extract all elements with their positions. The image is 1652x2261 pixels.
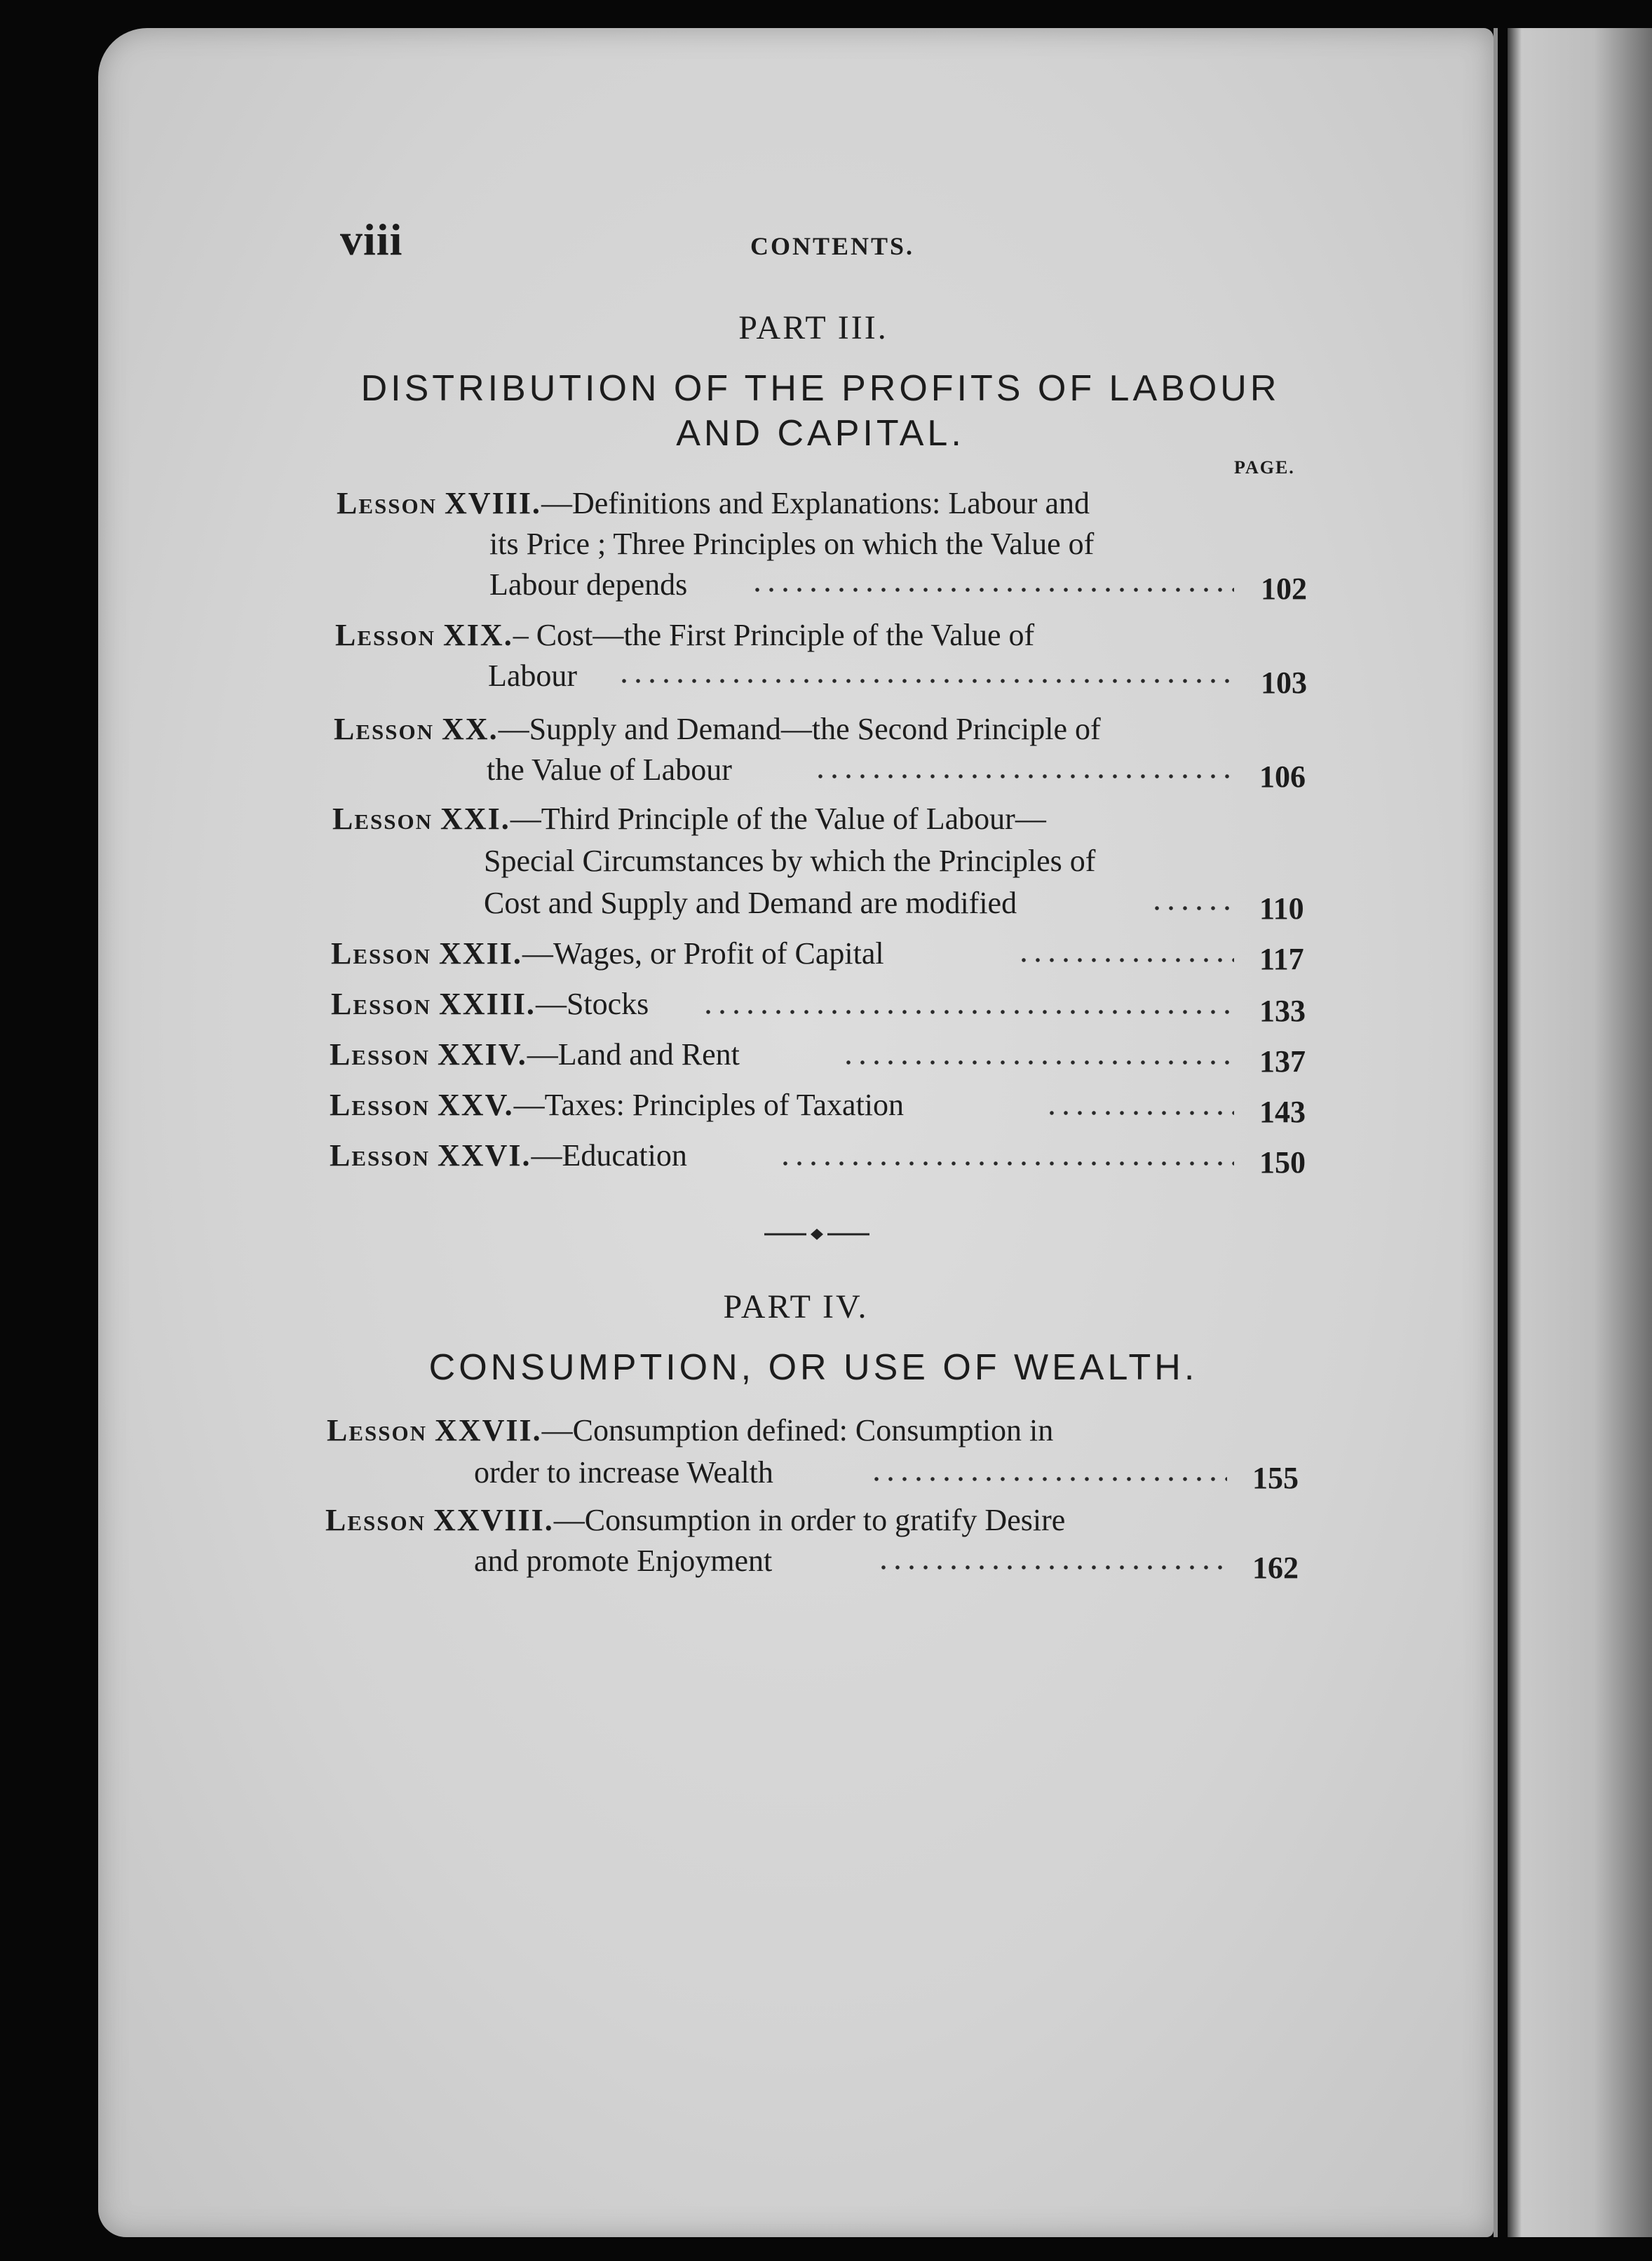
lesson-numeral: XXI. [440,802,510,836]
lesson-word: Lesson [331,987,432,1021]
entry-text: —Third Principle of the Value of Labour— [510,802,1046,836]
lesson-numeral: XXVII. [435,1413,542,1447]
toc-entry-xxvi-page: 150 [1259,1145,1306,1180]
dot-leader [813,774,1234,778]
dot-leader [617,679,1234,683]
toc-entry-xxiii-page: 133 [1259,994,1306,1028]
dot-leader [841,1060,1234,1065]
book-page [98,28,1494,2237]
toc-entry-xviii-line-1 [337,484,1090,523]
part-3-title-line-2: AND CAPITAL. [676,413,965,454]
toc-entry-xviii-page: 102 [1261,572,1307,606]
entry-text: —Stocks [535,987,649,1021]
lesson-numeral: XXIV. [438,1037,527,1072]
dot-leader [750,588,1234,592]
entry-text: —Land and Rent [527,1037,740,1072]
folio-number: viii [340,215,403,264]
toc-entry-xx-page: 106 [1259,760,1306,794]
toc-entry-xix-line-1 [335,616,1034,655]
lesson-word: Lesson [332,802,433,836]
toc-entry-xix-line-2: Labour [488,659,578,693]
lesson-word: Lesson [331,936,432,971]
toc-entry-xviii-line-2: its Price ; Three Principles on which the Value of [489,527,1095,561]
toc-entry-xxvii-line-2: order to increase Wealth [474,1455,773,1490]
entry-text: —Wages, or Profit of Capital [522,936,884,971]
entry-text: —Definitions and Explanations: Labour and [541,486,1090,520]
toc-entry-xxviii-line-1 [325,1501,1065,1540]
dot-leader [1017,958,1234,962]
page-gutter [1494,28,1498,2237]
lesson-word: Lesson [330,1138,431,1173]
lesson-word: Lesson [330,1037,431,1072]
toc-entry-xxviii-page: 162 [1252,1551,1299,1585]
toc-entry-xxvii-line-1 [327,1411,1053,1450]
lesson-numeral: XVIII. [445,486,541,520]
toc-entry-xxviii-line-2: and promote Enjoyment [474,1544,773,1578]
dot-leader [1150,906,1234,910]
toc-entry-xxv-line-1 [330,1086,904,1125]
part-4-label: PART IV. [723,1288,869,1325]
toc-entry-xx-line-2: the Value of Labour [487,752,732,787]
entry-text: —Consumption defined: Consumption in [541,1413,1054,1447]
toc-entry-xxi-line-3: Cost and Supply and Demand are modified [484,886,1017,920]
toc-entry-xx-line-1 [334,710,1101,749]
lesson-word: Lesson [335,618,436,652]
section-divider-ornament [764,1227,869,1241]
entry-text: —Taxes: Principles of Taxation [513,1088,905,1122]
lesson-word: Lesson [334,712,435,746]
lesson-numeral: XXIII. [439,987,536,1021]
dot-leader [778,1161,1234,1166]
dot-leader [869,1477,1227,1481]
toc-entry-xxvi-line-1 [330,1136,687,1175]
toc-entry-xxi-page: 110 [1259,891,1304,926]
page-column-label: PAGE. [1234,457,1295,478]
lesson-numeral: XX. [442,712,499,746]
toc-entry-xxiii-line-1 [331,985,649,1024]
toc-entry-xviii-line-3: Labour depends [489,567,688,602]
toc-entry-xxvii-page: 155 [1252,1461,1299,1495]
lesson-word: Lesson [325,1503,426,1537]
toc-entry-xix-page: 103 [1261,666,1307,700]
part-3-title-line-1: DISTRIBUTION OF THE PROFITS OF LABOUR [360,368,1280,409]
entry-text: —Supply and Demand—the Second Principle of [498,712,1101,746]
lesson-numeral: XXV. [438,1088,514,1122]
part-4-title: CONSUMPTION, OR USE OF WEALTH. [428,1347,1198,1388]
toc-entry-xxii-page: 117 [1259,942,1304,976]
dot-leader [1045,1111,1234,1115]
facing-page-edge [1508,28,1652,2237]
lesson-word: Lesson [327,1413,428,1447]
running-head: CONTENTS. [750,232,915,260]
toc-entry-xxii-line-1 [331,934,884,973]
toc-entry-xxiv-line-1 [330,1035,740,1074]
lesson-word: Lesson [337,486,438,520]
part-3-label: PART III. [738,309,888,346]
lesson-numeral: XIX. [443,618,513,652]
dot-leader [701,1010,1234,1014]
lesson-numeral: XXII. [439,936,522,971]
toc-entry-xxiv-page: 137 [1259,1044,1306,1079]
entry-text: —Education [531,1138,687,1173]
entry-text: – Cost—the First Principle of the Value of [513,618,1035,652]
toc-entry-xxi-line-2: Special Circumstances by which the Principles of [484,844,1096,878]
toc-entry-xxi-line-1 [332,799,1046,839]
toc-entry-xxv-page: 143 [1259,1095,1306,1129]
lesson-word: Lesson [330,1088,431,1122]
dot-leader [876,1565,1227,1570]
entry-text: —Consumption in order to gratify Desire [553,1503,1066,1537]
lesson-numeral: XXVIII. [433,1503,554,1537]
lesson-numeral: XXVI. [438,1138,532,1173]
